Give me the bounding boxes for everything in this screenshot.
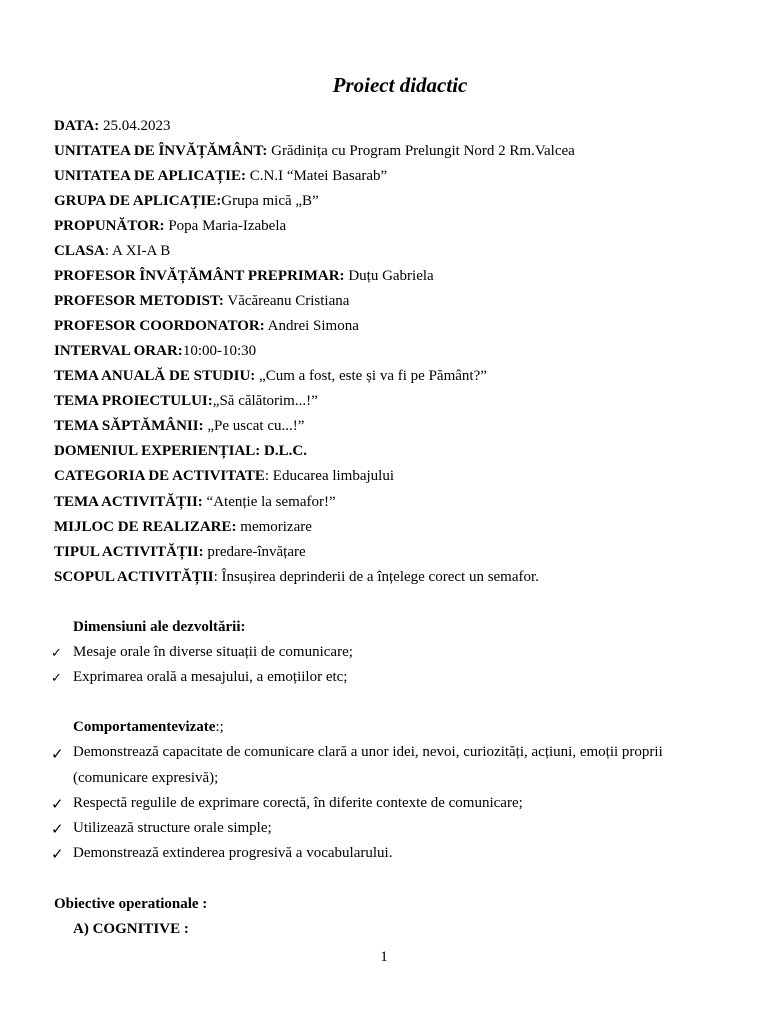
field-value: : Educarea limbajului — [264, 468, 395, 484]
field-unitatea-invatamant — [54, 142, 575, 160]
list-item: Demonstrează extinderea progresivă a vocabularului. — [73, 845, 393, 861]
field-categoria-activitate — [54, 467, 394, 485]
field-label: UNITATEA DE APLICAȚIE: — [54, 168, 246, 184]
field-interval-orar — [54, 342, 256, 360]
field-value: Popa Maria-Izabela — [164, 218, 287, 234]
check-icon: ✓ — [51, 847, 64, 863]
check-icon: ✓ — [51, 822, 64, 838]
obiective-heading: Obiective operationale : — [54, 896, 208, 912]
field-scopul-activitatii — [54, 568, 539, 586]
field-domeniul-experiential — [54, 442, 307, 460]
field-label: SCOPUL ACTIVITĂȚII — [54, 569, 214, 585]
field-label: CLASA — [54, 243, 105, 259]
check-icon: ✓ — [51, 670, 62, 685]
field-label: TEMA ACTIVITĂȚII: — [54, 494, 203, 510]
field-value: „Cum a fost, este și va fi pe Pământ?” — [255, 368, 487, 384]
field-value: “Atenție la semafor!” — [202, 494, 336, 510]
check-icon: ✓ — [51, 747, 64, 763]
field-value: memorizare — [236, 519, 312, 535]
list-item-continuation: (comunicare expresivă); — [73, 770, 219, 786]
field-value: Andrei Simona — [264, 318, 359, 334]
field-profesor-metodist — [54, 292, 349, 310]
field-unitatea-aplicatie — [54, 167, 387, 185]
field-profesor-prescolar — [54, 267, 434, 285]
field-value: Văcăreanu Cristiana — [223, 293, 350, 309]
field-label: INTERVAL ORAR: — [54, 343, 183, 359]
field-tipul-activitatii — [54, 543, 306, 561]
field-label: GRUPA DE APLICAȚIE: — [54, 193, 222, 209]
field-value: C.N.I “Matei Basarab” — [245, 168, 388, 184]
field-tema-activitatii — [54, 493, 336, 511]
list-item: Utilizează structure orale simple; — [73, 820, 272, 836]
field-value: Grădinița cu Program Prelungit Nord 2 Rm.Valcea — [267, 143, 575, 159]
obiective-cognitive-heading: A) COGNITIVE : — [73, 921, 189, 937]
comportamente-heading-suffix: :; — [215, 719, 224, 735]
field-label: PROPUNĂTOR: — [54, 218, 165, 234]
list-item: Exprimarea orală a mesajului, a emoțiilor etc; — [73, 669, 348, 685]
field-label: DOMENIUL EXPERIENȚIAL: D.L.C. — [54, 443, 307, 459]
field-value: „Pe uscat cu...!” — [203, 418, 305, 434]
field-propunator — [54, 217, 286, 235]
field-label: TEMA SĂPTĂMÂNII: — [54, 418, 204, 434]
comportamente-heading — [73, 719, 224, 736]
list-item: Respectă regulile de exprimare corectă, în diferite contexte de comunicare; — [73, 795, 523, 811]
field-value: Grupa mică „B” — [221, 193, 319, 209]
field-label: TEMA ANUALĂ DE STUDIU: — [54, 368, 256, 384]
document-title: Proiect didactic — [332, 73, 468, 97]
field-label: CATEGORIA DE ACTIVITATE — [54, 468, 265, 484]
field-mijloc-realizare — [54, 518, 312, 536]
field-label: PROFESOR ÎNVĂȚĂMÂNT PREPRIMAR: — [54, 268, 345, 284]
page-number: 1 — [380, 949, 388, 965]
field-value: predare-învățare — [203, 544, 306, 560]
field-profesor-coordonator — [54, 317, 359, 335]
field-tema-saptamanii — [54, 417, 304, 435]
list-item: Demonstrează capacitate de comunicare clară a unor idei, nevoi, curiozități, acțiuni, emoții proprii — [73, 744, 663, 760]
field-label: PROFESOR COORDONATOR: — [54, 318, 265, 334]
field-label: TEMA PROIECTULUI: — [54, 393, 213, 409]
field-value: : Însușirea deprinderii de a înțelege corect un semafor. — [213, 569, 539, 585]
field-value: Duțu Gabriela — [344, 268, 434, 284]
comportamente-heading-text: Comportamentevizate — [73, 719, 216, 735]
field-clasa — [54, 242, 170, 260]
field-data — [54, 117, 171, 135]
field-grupa-aplicatie — [54, 192, 319, 210]
field-tema-anuala — [54, 367, 487, 385]
field-label: TIPUL ACTIVITĂȚII: — [54, 544, 204, 560]
field-value: : A XI-A B — [104, 243, 171, 259]
check-icon: ✓ — [51, 797, 64, 813]
check-icon: ✓ — [51, 645, 62, 660]
dimensiuni-heading: Dimensiuni ale dezvoltării: — [73, 619, 246, 635]
field-label: UNITATEA DE ÎNVĂȚĂMÂNT: — [54, 143, 268, 159]
field-value: 25.04.2023 — [99, 118, 171, 134]
field-value: 10:00-10:30 — [182, 343, 257, 359]
field-label: DATA: — [54, 118, 100, 134]
field-tema-proiectului — [54, 392, 318, 410]
field-label: PROFESOR METODIST: — [54, 293, 224, 309]
field-label: MIJLOC DE REALIZARE: — [54, 519, 237, 535]
list-item: Mesaje orale în diverse situații de comunicare; — [73, 644, 353, 660]
field-value: „Să călătorim...!” — [212, 393, 318, 409]
